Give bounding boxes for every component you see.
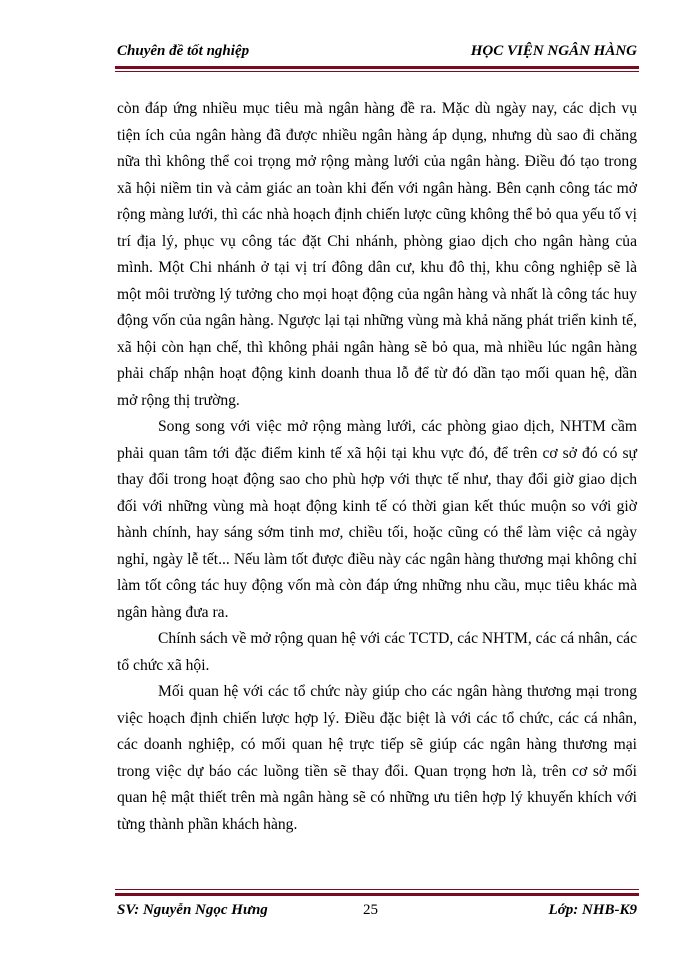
page-body (117, 96, 637, 838)
footer-class: Lớp: NHB-K9 (548, 902, 637, 918)
footer-rule-thin (115, 889, 639, 890)
header-rule-thick (115, 66, 639, 69)
paragraph: Mối quan hệ với các tổ chức này giúp cho các ngân hàng thương mại trong việc hoạch định chiến lược hợp lý. Điều đặc biệt là với các tổ chức, các cá nhân, các doanh nghiệp, có mối quan hệ trực tiếp sẽ giúp các ngân hàng thương mại trong việc dự báo các luồng tiền sẽ thay đổi. Quan trọng hơn là, trên cơ sở mối quan hệ mật thiết trên mà ngân hàng sẽ có những ưu tiên hợp lý khuyến khích với từng thành phần khách hàng. (117, 683, 637, 833)
paragraph: Song song với việc mở rộng màng lưới, các phòng giao dịch, NHTM cầm phải quan tâm tới đặc điểm kinh tế xã hội tại khu vực đó, để trên cơ sở đó có sự thay đổi trong hoạt động sao cho phù hợp với thực tế như, thay đổi giờ giao dịch đối với những vùng mà hoạt động kinh tế có thời gian kết thúc muộn so với giờ hành chính, hay sáng sớm tinh mơ, chiều tối, hoặc cũng có thể làm việc cả ngày nghỉ, ngày lễ tết... Nếu làm tốt được điều này các ngân hàng thương mại không chỉ làm tốt công tác huy động vốn mà còn đáp ứng những nhu cầu, mục tiêu khác mà ngân hàng đưa ra. (117, 418, 637, 621)
page-header (117, 43, 637, 63)
footer-rule-thick (115, 893, 639, 896)
header-institution: HỌC VIỆN NGÂN HÀNG (470, 43, 637, 59)
page-footer (117, 902, 637, 922)
paragraph-policy-heading: Chính sách về mở rộng quan hệ với các TCTD, các NHTM, các cá nhân, các tổ chức xã hội. (117, 630, 637, 674)
page-number: 25 (363, 902, 378, 918)
footer-student-name: SV: Nguyễn Ngọc Hưng (117, 902, 268, 918)
header-rule-thin (115, 71, 639, 72)
header-document-type: Chuyên đề tốt nghiệp (117, 43, 250, 59)
paragraph-continuation: còn đáp ứng nhiều mục tiêu mà ngân hàng đề ra. Mặc dù ngày nay, các dịch vụ tiện ích của ngân hàng đã được nhiều ngân hàng áp dụng, nhưng dù sao đi chăng nữa thì không thể coi trọng mở rộng màng lưới của ngân hàng. Điều đó tạo trong xã hội niềm tin và cảm giác an toàn khi đến với ngân hàng. Bên cạnh công tác mở rộng màng lưới, thì các nhà hoạch định chiến lược cũng không thể bỏ qua yếu tố vị trí địa lý, phục vụ công tác đặt Chi nhánh, phòng giao dịch cho ngân hàng của mình. Một Chi nhánh ở tại vị trí đông dân cư, khu đô thị, khu công nghiệp sẽ là một môi trường lý tưởng cho mọi hoạt động của ngân hàng và nhất là công tác huy động vốn của ngân hàng. Ngược lại tại những vùng mà khả năng phát triển kinh tế, xã hội còn hạn chế, thì không phải ngân hàng sẽ bỏ qua, mà nhiều lúc ngân hàng phải chấp nhận hoạt động kinh doanh thua lỗ để từ đó dần tạo mối quan hệ, dần mở rộng thị trường. (117, 100, 637, 409)
